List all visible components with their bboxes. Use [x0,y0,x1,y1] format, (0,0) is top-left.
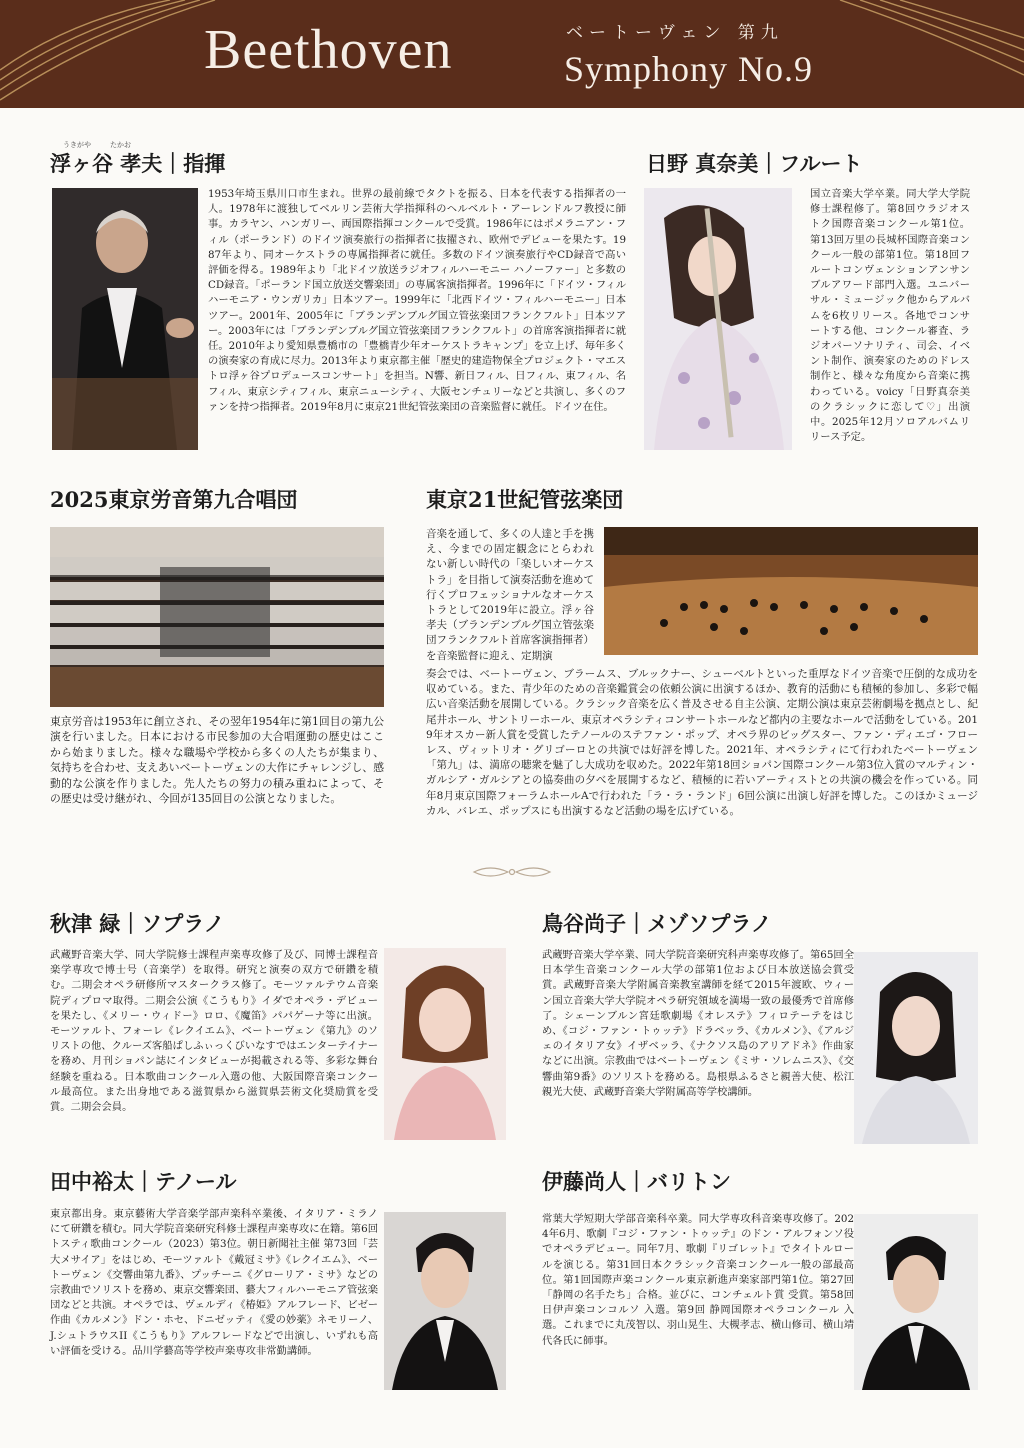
choir-bio: 東京労音は1953年に創立され、その翌年1954年に第1回目の第九公演を行いました。日本における市民参加の大合唱運動の歴史はここから始まりました。様々な職場や学校から多くの人たちが集まり、気持ちを合わせ、支えあいベートーヴェンの大作にチャレンジし、感動的な公演を作りました。先人たちの努力の積み重ねによって、その歴史は受け継がれ、今回が135回目の公演となりました。 [50,715,384,806]
soprano-photo [384,948,506,1140]
ornament-divider [470,862,554,882]
mezzo-name: 鳥谷尚子｜メゾソプラノ [542,911,772,936]
header-jp-subtitle: ベートーヴェン 第九 [566,23,784,43]
tenor-bio: 東京都出身。東京藝術大学音楽学部声楽科卒業後、イタリア・ミラノにて研鑽を積む。同大学院音楽研究科修士課程声楽専攻に在籍。第6回トスティ歌曲コンクール（2023）第3位。朝日新聞社主催 第73回「芸大メサイア」をはじめ、モーツァルト《戴冠ミサ》《レクイエム》、ベートーヴェン《交響曲第九番》、プッチーニ《グローリア・ミサ》などの宗教曲でソリストを務め、東京交響楽団、藝大フィルハーモニア管弦楽団などと共演。オペラでは、ヴェルディ《椿姫》アルフレード、ビゼー作曲《カルメン》ドン・ホセ、ドニゼッティ《愛の妙薬》ネモリーノ、J.シュトラウスII《こうもり》アルフレードなどで出演し、いずれも高い評価を受ける。品川学藝高等学校声楽専攻非常勤講師。 [50,1208,378,1357]
orchestra-name: 東京21世紀管弦楽団 [426,487,624,512]
orchestra-bio-intro: 音楽を通して、多くの人達と手を携え、今までの固定観念にとらわれない新しい時代の「楽しいオーケストラ」を目指して演奏活動を進めて行くプロフェッショナルなオーケストラとして2019年に設立。浮ヶ谷孝夫（ブランデンブルグ国立管弦楽団フランクフルト首席客演指揮者）を音楽監督に迎え、定期演 [426,528,594,662]
choir-name: 2025東京労音第九合唱団 [50,487,298,512]
header-banner [0,0,1024,108]
conductor-ruby-given: たかお [110,141,131,149]
baritone-bio: 常葉大学短期大学部音楽科卒業。同大学専攻科音楽専攻修了。2024年6月、歌劇『コジ・ファン・トゥッテ』のドン・アルフォンソ役でオペラデビュー。同年7月、歌劇『リゴレット』でタイトルロールを演じる。第31回日本クラシック音楽コンクール一般の部最高位。第1回国際声楽コンクール東京新進声楽家部門第1位。第27回「静岡の名手たち」合格。並びに、コンチェルト賞 受賞。第58回日伊声楽コンコルソ 入選。第9回 静岡国際オペラコンクール 入選。これまでに丸茂智以、羽山晃生、大槻孝志、横山修司、横山靖代各氏に師事。 [542,1213,854,1347]
orchestra-photo [604,527,978,655]
orchestra-bio: 奏会では、ベートーヴェン、ブラームス、ブルックナー、シューベルトといった重厚なドイツ音楽で圧倒的な成功を収めている。また、青少年のための音楽鑑賞会の依頼公演に出演するほか、教育的活動にも積極的参加し、多彩で幅広い音楽活動を展開している。クラシック音楽を広く普及させる自主公演、定期公演は東京芸術劇場を拠点とし、紀尾井ホール、サントリーホール、東京オペラシティコンサートホールなど都内の主要なホールで活動をしている。2019年オスカー新人賞を受賞したテノールのステファン・ポップ、オペラ界のビッグスター、ファン・ディエゴ・フローレス、ヴィットリオ・グリゴーロとの共演では好評を博した。2021年、オペラシティにて行われたベートーヴェン「第九」は、満席の聴衆を魅了し大成功を収めた。2022年第18回ショパン国際コンクール第3位入賞のマルティン・ガルシア・ガルシアとの協奏曲の夕べを展開するなど、積極的に若いアーティストとの共演の機会を作っている。同年8月東京国際フォーラムホールAで行われた「ラ・ラ・ランド」6回公演に出演し好評を博した。このほかミュージカル、バレエ、ポップスにも出演するなど活動の場を広げている。 [426,668,978,817]
conductor-photo [52,188,198,450]
conductor-ruby-family: うきがや [63,141,91,149]
tenor-photo [384,1212,506,1390]
baritone-photo [854,1214,978,1390]
decorative-swirl-lines [0,0,1024,108]
flute-name: 日野 真奈美｜フルート [646,151,863,176]
soprano-bio: 武蔵野音楽大学、同大学院修士課程声楽専攻修了及び、同博士課程音楽学専攻で博士号（音楽学）を取得。研究と演奏の双方で研鑽を積む。二期会オペラ研修所マスタークラス修了。モーツァルテウム音楽院ディプロマ取得。二期会公演《こうもり》イダでオペラ・デビューを果たし、《メリー・ウィドー》ロロ、《魔笛》パパゲーナ等に出演。モーツァルト、フォーレ《レクイエム》、ベートーヴェン《第九》のソリストの他、クルーズ客船ぱしふぃっくびいなすではエンターテイナーを務め、月刊ショパン誌にインタビューが掲載される等、多彩な舞台経験を重ねる。日本歌曲コンクール入選の他、大阪国際音楽コンクール最高位。また出身地である滋賀県から滋賀県芸術文化奨励賞を受賞。二期会会員。 [50,949,378,1114]
conductor-name: 浮ヶ谷 孝夫｜指揮 [50,151,226,176]
baritone-name: 伊藤尚人｜バリトン [542,1169,731,1194]
choir-photo [50,527,384,707]
header-en-subtitle: Symphony No.9 [564,49,814,89]
mezzo-photo [854,952,978,1144]
conductor-bio: 1953年埼玉県川口市生まれ。世界の最前線でタクトを振る、日本を代表する指揮者の一人。1978年に渡独してベルリン芸術大学指揮科のヘルベルト・アーレンドルフ教授に師事。カラヤン、ハンガリー、両国際指揮コンクールで受賞。1986年にはポメラニアン・フィル（ポーランド）のドイツ演奏旅行の指揮者に抜擢され、欧州でデビューを果たす。1987年より、同オーケストラの専属指揮者に就任。多数のドイツ演奏旅行やCD録音で高い評価を得る。1989年より「北ドイツ放送ラジオフィルハーモニー ハノーファー」と多数のCD録音。「ポーランド国立放送交響楽団」の専属客演指揮者。1996年に「ドイツ・フィルハーモニア・ウンガリカ」日本ツアー。1999年に「北西ドイツ・フィルハーモニー」日本ツアー。2001年、2005年に「ブランデンブルグ国立管弦楽団フランクフルト」日本ツアー。2003年には「ブランデンブルグ国立管弦楽団フランクフルト」の首席客演指揮者に就任。2010年より愛知県豊橋市の「豊橋青少年オーケストラキャンプ」を立上げ、毎年多くの演奏家の育成に尽力。2013年より東京都主催「歴史的建造物保全プロジェクト・マエストロ浮ヶ谷プロデュースコンサート」を担当。N響、新日フィル、日フィル、東フィル、名フィル、東京シティフィル、東京ニューシティ、大阪センチュリーなどと共演し、多くのファンを持つ指揮者。2019年8月に東京21世紀管弦楽団の音楽監督に就任。ドイツ在住。 [208,188,626,413]
tenor-name: 田中裕太｜テノール [50,1169,237,1194]
flute-photo [644,188,792,450]
mezzo-bio: 武蔵野音楽大学卒業、同大学院音楽研究科声楽専攻修了。第65回全日本学生音楽コンクール大学の部第1位および日本放送協会賞受賞。武蔵野音楽大学附属音楽教室講師を経て2015年渡欧、ウィーン国立音楽大学大学院オペラ研究領域を満場一致の最優秀で首席修了。シェーンブルン宮廷歌劇場《オレステ》フィロテーテをはじめ、《コジ・ファン・トゥッテ》ドラベッラ、《カルメン》、《アルジェのイタリア女》イザベッラ、《ナクソス島のアリアドネ》作曲家などに出演。宗教曲ではベートーヴェン《ミサ・ソレムニス》、《交響曲第9番》のソリストを務める。島根県ふるさと親善大使、松江親光大使、武蔵野音楽大学附属高等学校講師。 [542,949,854,1098]
flute-bio: 国立音楽大学卒業。同大学大学院修士課程修了。第8回ウラジオストク国際音楽コンクール第1位。第13回万里の長城杯国際音楽コンクール一般の部第1位。第18回フルートコンヴェンションアンサンブルアワード部門入選。ユニバーサル・ミュージック他からアルバムを6枚リリース。各地でコンサートする他、コンクール審査、ラジオパーソナリティ、司会、イベント制作、演奏家のためのドレス制作と、様々な角度から音楽に携わっている。voicy「日野真奈美のクラシックに恋して♡」出演中。2025年12月ソロアルバムリリース予定。 [810,188,970,444]
header-title: Beethoven [204,19,453,81]
soprano-name: 秋津 緑｜ソプラノ [50,911,225,936]
